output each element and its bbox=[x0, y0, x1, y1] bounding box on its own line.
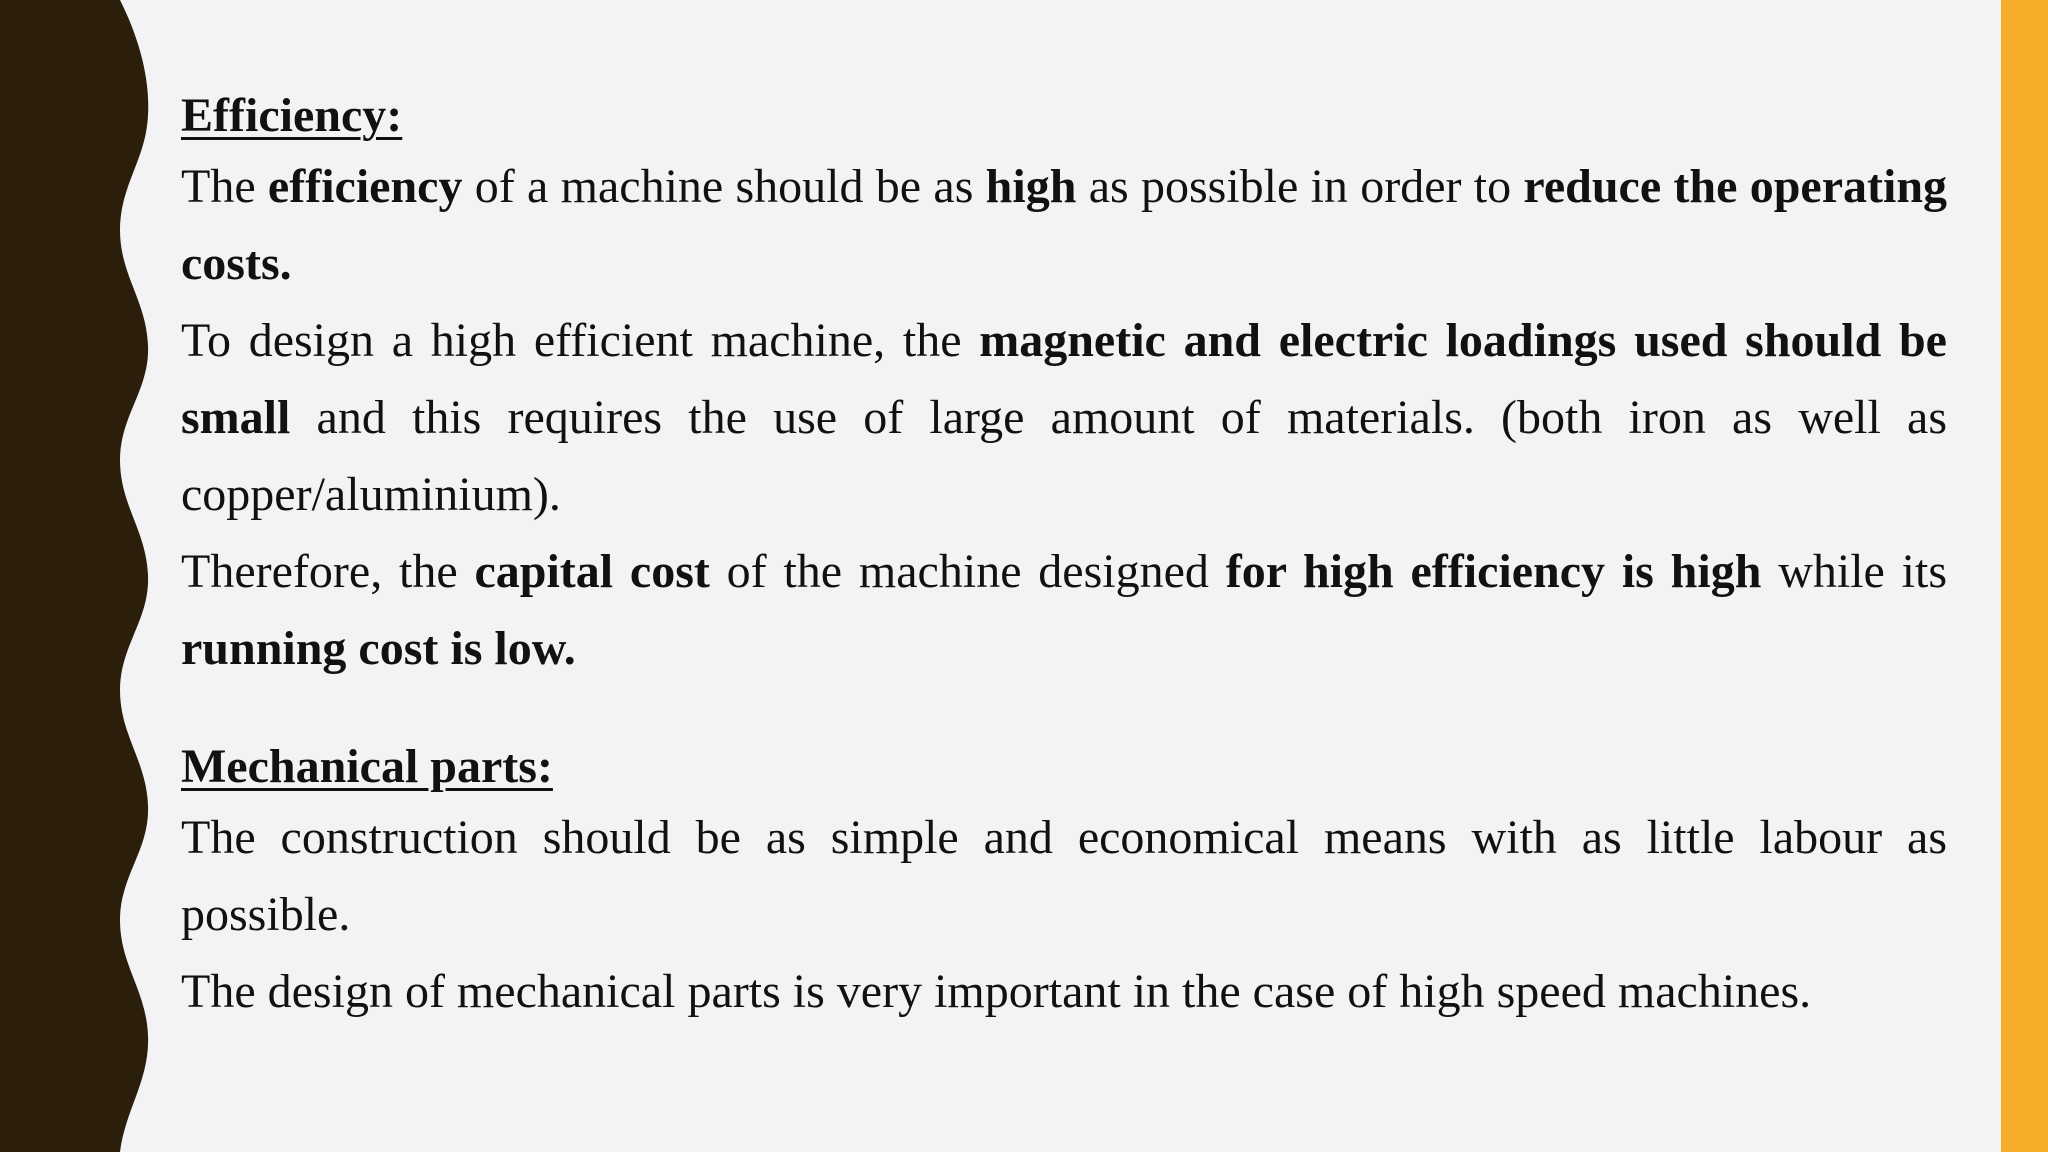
bold-text-run: high bbox=[985, 160, 1077, 213]
text-run: The construction should be as simple and economical means with as little labour as possible. bbox=[181, 811, 1947, 941]
bold-text-run: for high efficiency is high bbox=[1225, 545, 1762, 598]
paragraph bbox=[181, 148, 1947, 302]
text-run: as possible in order to bbox=[1076, 160, 1524, 213]
text-run: of a machine should be as bbox=[462, 160, 986, 213]
paragraph bbox=[181, 799, 1947, 953]
text-run: and this requires the use of large amount of materials. (both iron as well as copper/aluminium). bbox=[181, 391, 1947, 521]
section-mechanical-parts bbox=[181, 737, 1947, 1030]
section-heading: Efficiency: bbox=[181, 89, 403, 142]
bold-text-run: efficiency bbox=[267, 160, 463, 213]
section-efficiency bbox=[181, 86, 1947, 687]
text-run: of the machine designed bbox=[709, 545, 1226, 598]
section-heading: Mechanical parts: bbox=[181, 740, 553, 793]
text-run: while its bbox=[1761, 545, 1948, 598]
bold-text-run: magnetic and electric loadings used should be small bbox=[181, 314, 1947, 444]
text-run: The bbox=[181, 160, 268, 213]
bold-text-run: running cost is low. bbox=[181, 622, 576, 675]
left-wave-shape bbox=[0, 0, 148, 1152]
text-run: Therefore, the bbox=[181, 545, 475, 598]
bold-text-run: capital cost bbox=[474, 545, 710, 598]
paragraph bbox=[181, 533, 1947, 687]
text-run: To design a high efficient machine, the bbox=[181, 314, 980, 367]
left-wave-decoration bbox=[0, 0, 160, 1152]
paragraph bbox=[181, 302, 1947, 533]
paragraph bbox=[181, 953, 1947, 1030]
bold-text-run: reduce the operating costs. bbox=[181, 160, 1948, 290]
section-spacer bbox=[181, 687, 1947, 737]
text-run: The design of mechanical parts is very important in the case of high speed machines. bbox=[181, 965, 1812, 1018]
slide-content bbox=[181, 86, 1947, 1030]
right-accent-bar bbox=[2001, 0, 2048, 1152]
